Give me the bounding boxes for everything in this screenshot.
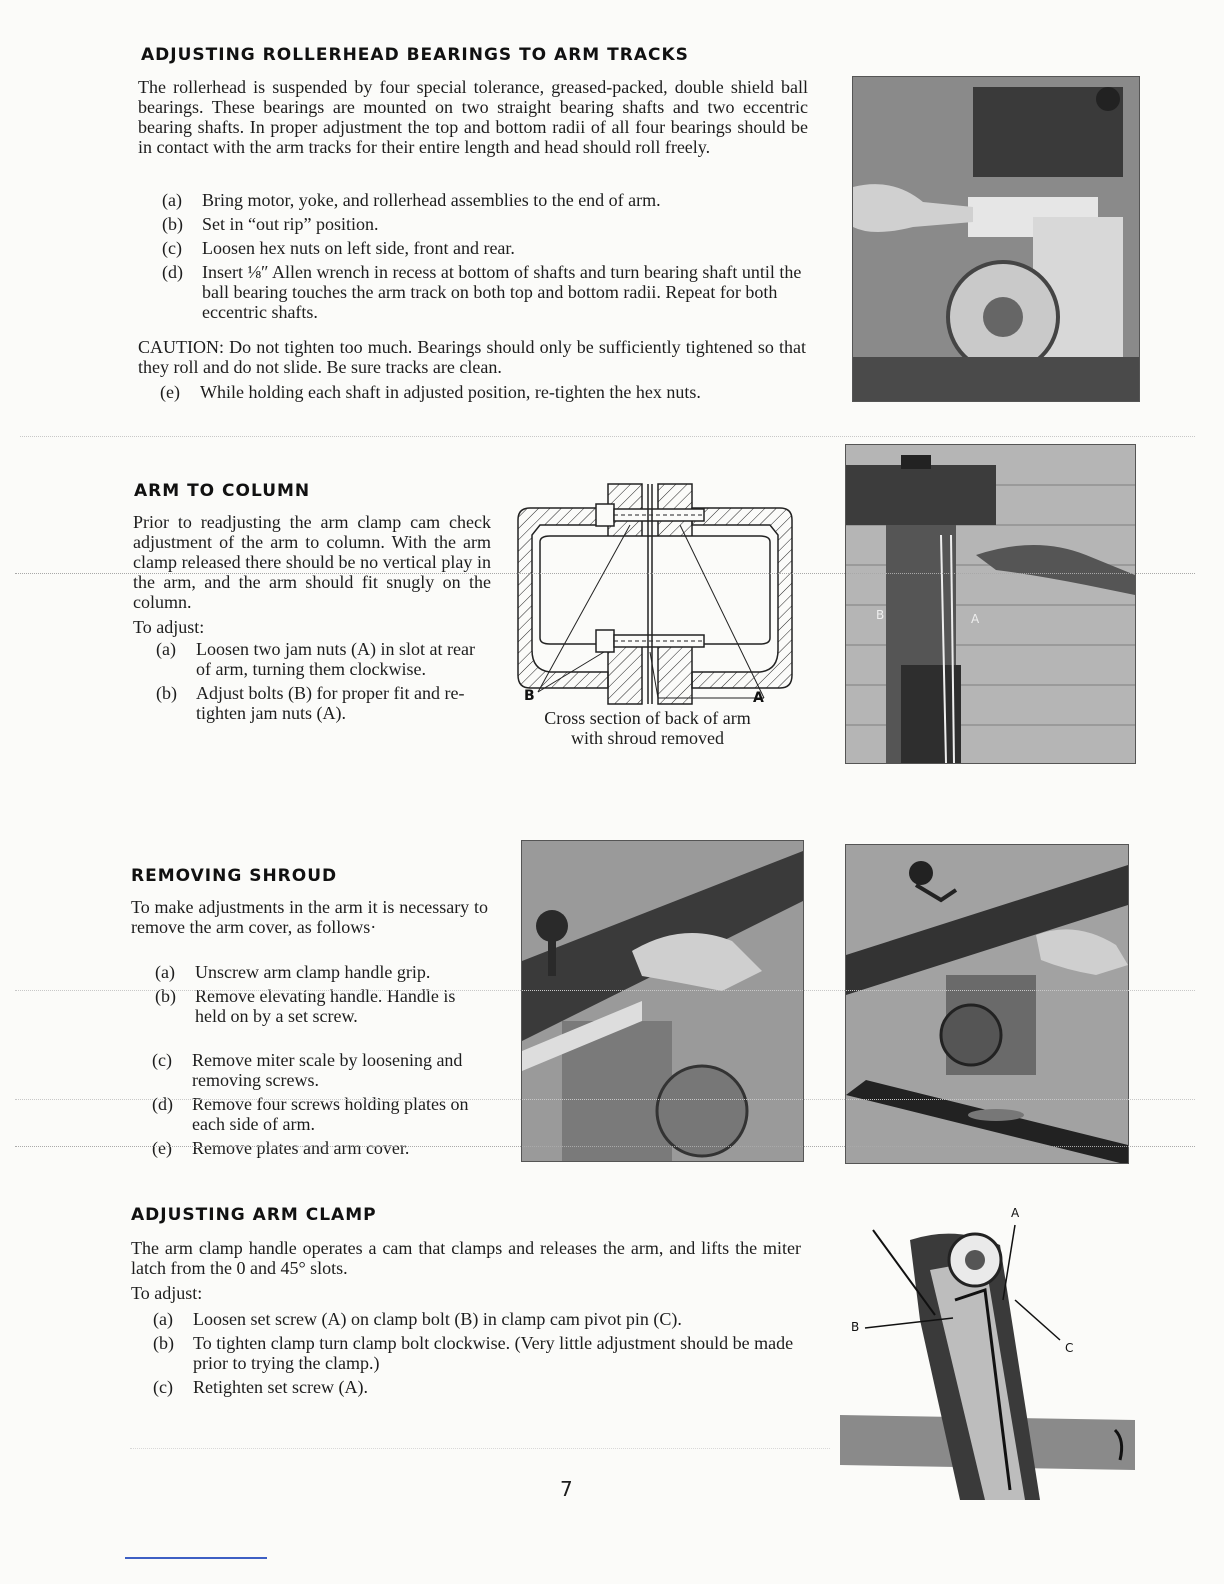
diagram-label-b: B	[524, 688, 535, 704]
arm-to-column-photo	[845, 444, 1136, 764]
diagram-caption-line-2: with shroud removed	[571, 728, 724, 748]
arm-to-column-intro: Prior to readjusting the arm clamp cam check adjustment of the arm to column. With the arm clamp released there should be no vertical play in the arm, and the arm should fit snugly on the column.	[133, 512, 491, 612]
remove-handle-photo	[521, 840, 804, 1162]
arm-cross-section-diagram	[510, 480, 800, 705]
arm-to-column-steps	[156, 639, 491, 727]
divider	[15, 1099, 1195, 1100]
list-item: (a) Loosen two jam nuts (A) in slot at rear of arm, turning them clockwise.	[156, 639, 475, 679]
list-item: (c) Retighten set screw (A).	[153, 1377, 368, 1397]
rollerhead-intro: The rollerhead is suspended by four special tolerance, greased-packed, double shield ball bearings. These bearings are mounted on two straight bearing shafts and two eccentric bearing shafts. In proper adjustment the top and bottom radii of all four bearings should be in contact with the arm tracks for their entire length and head should roll freely.	[138, 77, 808, 157]
figure-label-b: B	[851, 1320, 860, 1334]
removing-shroud-heading: REMOVING SHROUD	[131, 866, 338, 886]
list-item: (b) Adjust bolts (B) for proper fit and re-tighten jam nuts (A).	[156, 683, 465, 723]
list-item: (a) Unscrew arm clamp handle grip.	[155, 962, 431, 982]
diagram-caption-line-1: Cross section of back of arm	[544, 708, 751, 728]
arm-clamp-figure	[835, 1200, 1135, 1500]
caution-note: CAUTION: Do not tighten too much. Bearings should only be sufficiently tightened so that they roll and do not slide. Be sure tracks are clean.	[138, 337, 806, 377]
arm-clamp-intro: The arm clamp handle operates a cam that clamps and releases the arm, and lifts the miter latch from the 0 and 45° slots.	[131, 1238, 801, 1278]
figure-label-a: A	[1011, 1206, 1020, 1220]
list-item: (d) Insert ⅛″ Allen wrench in recess at bottom of shafts and turn bearing shaft until the ball bearing touches the arm track on both top and bottom radii. Repeat for both eccentric shafts.	[162, 262, 802, 322]
list-item: (e) Remove plates and arm cover.	[152, 1138, 410, 1158]
rollerhead-steps	[162, 190, 808, 326]
page-number: 7	[560, 1477, 573, 1501]
diagram-label-a: A	[753, 690, 764, 705]
arm-clamp-steps	[153, 1309, 801, 1401]
rollerhead-photo	[852, 76, 1140, 402]
list-item: (c) Remove miter scale by loosening and removing screws.	[152, 1050, 463, 1090]
list-item: (b) Set in “out rip” position.	[162, 214, 379, 234]
to-adjust-label: To adjust:	[133, 617, 205, 637]
scan-edge-mark	[125, 1557, 267, 1559]
figure-label-c: C	[1065, 1341, 1074, 1355]
list-item: (c) Loosen hex nuts on left side, front and rear.	[162, 238, 515, 258]
photo-label-a: A	[971, 612, 980, 626]
arm-to-column-heading: ARM TO COLUMN	[134, 481, 311, 501]
rollerhead-heading: ADJUSTING ROLLERHEAD BEARINGS TO ARM TRACKS	[141, 45, 689, 65]
divider	[130, 1448, 830, 1449]
list-item: (a) Loosen set screw (A) on clamp bolt (B) in clamp cam pivot pin (C).	[153, 1309, 682, 1329]
list-item: (d) Remove four screws holding plates on each side of arm.	[152, 1094, 469, 1134]
remove-cover-photo	[845, 844, 1129, 1164]
divider	[20, 436, 1195, 437]
to-adjust-label: To adjust:	[131, 1283, 203, 1303]
list-item: (b) Remove elevating handle. Handle is held on by a set screw.	[155, 986, 456, 1026]
divider	[15, 990, 1195, 991]
removing-shroud-intro: To make adjustments in the arm it is necessary to remove the arm cover, as follows·	[131, 897, 488, 937]
photo-label-b: B	[876, 608, 885, 622]
list-item: (e) While holding each shaft in adjusted position, re-tighten the hex nuts.	[160, 382, 701, 402]
list-item: (a) Bring motor, yoke, and rollerhead assemblies to the end of arm.	[162, 190, 661, 210]
removing-shroud-steps-1	[155, 962, 488, 1030]
divider	[15, 1146, 1195, 1147]
rollerhead-step-e	[160, 382, 800, 406]
divider	[15, 573, 1195, 574]
arm-clamp-heading: ADJUSTING ARM CLAMP	[131, 1205, 377, 1225]
list-item: (b) To tighten clamp turn clamp bolt clockwise. (Very little adjustment should be made prior to trying the clamp.)	[153, 1333, 794, 1373]
